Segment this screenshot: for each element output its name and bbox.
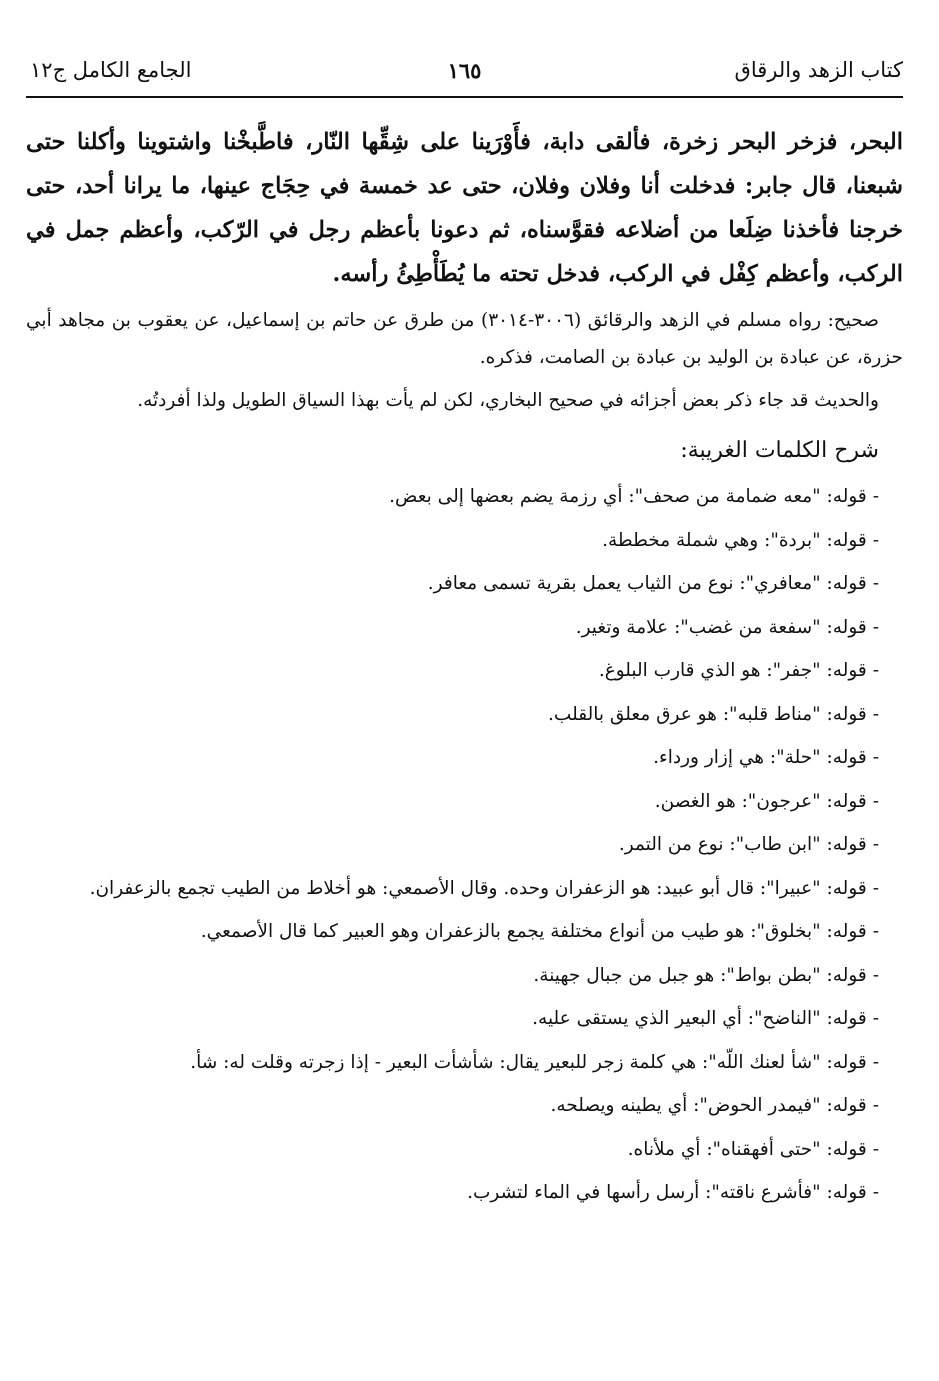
glossary-entry: قوله: "مناط قلبه": هو عرق معلق بالقلب. [548,703,867,725]
page-number: ١٦٥ [447,58,482,83]
series-title: الجامع الكامل ج١٢ [30,58,192,82]
list-dash: - [872,573,879,594]
list-dash: - [872,1138,879,1160]
glossary-entry: قوله: "معافري": نوع من الثياب يعمل بقرية تسمى معافر. [427,573,867,594]
glossary-item [26,736,879,780]
list-dash: - [872,921,879,942]
page-body [26,120,903,1215]
glossary-entry: قوله: "بطن بواط": هو جبل من جبال جهينة. [533,964,867,986]
list-dash: - [872,1008,879,1029]
list-dash: - [872,1182,879,1203]
list-dash: - [872,1051,879,1073]
glossary-entry: قوله: "عرجون": هو الغصن. [654,790,867,812]
hadith-text: البحر، فزخر البحر زخرة، فألقى دابة، فأَوْرَينا على شِقِّها النّار، فاطَّبخْنا واشتوينا وأكلنا حتى شبعنا، قال جابر: فدخلت أنا وفلان وفلان، حتى عد خمسة في حِجَاج عينها، ما يرانا أحد، حتى خرجنا فأخذنا ضِلَعا من أضلاعه فقوَّسناه، ثم دعونا بأعظم رجل في الرّكب، وأعظم جمل في الركب، وأعظم كِفْل في الركب، فدخل تحته ما يُطَأْطِئُ رأسه. [26,129,903,287]
glossary-entry: قوله: "ابن طاب": نوع من التمر. [618,834,867,855]
glossary-item [26,1084,879,1128]
glossary-item [26,954,879,998]
list-dash: - [872,529,879,551]
glossary-item [26,823,879,867]
glossary-list [26,475,903,1215]
glossary-item [26,693,879,737]
glossary-item [26,997,879,1041]
glossary-entry: قوله: "معه ضمامة من صحف": أي رزمة يضم بعضها إلى بعض. [389,486,867,507]
glossary-entry: قوله: "جفر": هو الذي قارب البلوغ. [598,660,867,681]
book-title: كتاب الزهد والرقاق [734,58,903,82]
glossary-item [26,475,879,519]
glossary-item [26,910,879,954]
list-dash: - [872,703,879,725]
list-dash: - [872,486,879,507]
list-dash: - [872,877,879,899]
list-dash: - [872,616,879,638]
glossary-item [26,780,879,824]
list-dash: - [872,790,879,812]
glossary-entry: قوله: "سفعة من غضب": علامة وتغير. [575,616,867,638]
glossary-entry: قوله: "حلة": هي إزار ورداء. [653,747,867,768]
glossary-item [26,562,879,606]
glossary-entry: قوله: "فأشرع ناقته": أرسل رأسها في الماء لتشرب. [467,1182,867,1203]
list-dash: - [872,964,879,986]
list-dash: - [872,660,879,681]
glossary-title: شرح الكلمات الغريبة: [680,438,879,463]
glossary-item [26,1041,879,1085]
glossary-item [26,519,879,563]
list-dash: - [872,834,879,855]
glossary-entry: قوله: "بخلوق": هو طيب من أنواع مختلفة يجمع بالزعفران وهو العبير كما قال الأصمعي. [200,921,867,942]
bukhari-note: والحديث قد جاء ذكر بعض أجزائه في صحيح البخاري، لكن لم يأت بهذا السياق الطويل ولذا أفردتُه. [137,390,879,411]
glossary-item [26,606,879,650]
running-header [26,56,903,98]
glossary-entry: قوله: "فيمدر الحوض": أي يطينه ويصلحه. [550,1095,867,1116]
glossary-entry: قوله: "بردة": وهي شملة مخططة. [602,529,867,551]
glossary-item [26,649,879,693]
glossary-entry: قوله: "الناضح": أي البعير الذي يستقى عليه. [532,1008,867,1029]
glossary-entry: قوله: "حتى أفهقناه": أي ملأناه. [627,1138,867,1160]
glossary-item [26,867,879,911]
glossary-item [26,1171,879,1215]
glossary-entry: قوله: "عبيرا": قال أبو عبيد: هو الزعفران وحده. وقال الأصمعي: هو أخلاط من الطيب تجمع بالزعفران. [89,877,867,899]
list-dash: - [872,1095,879,1116]
glossary-item [26,1128,879,1172]
list-dash: - [872,747,879,768]
glossary-entry: قوله: "شأ لعنك اللّه": هي كلمة زجر للبعير يقال: شأشأت البعير - إذا زجرته وقلت له: شأ. [190,1051,867,1073]
grading-note: صحيح: رواه مسلم في الزهد والرقائق (٣٠٠٦-٣٠١٤) من طرق عن حاتم بن إسماعيل، عن يعقوب بن مجاهد أبي حزرة، عن عبادة بن الوليد بن عبادة بن الصامت، فذكره. [26,310,903,368]
